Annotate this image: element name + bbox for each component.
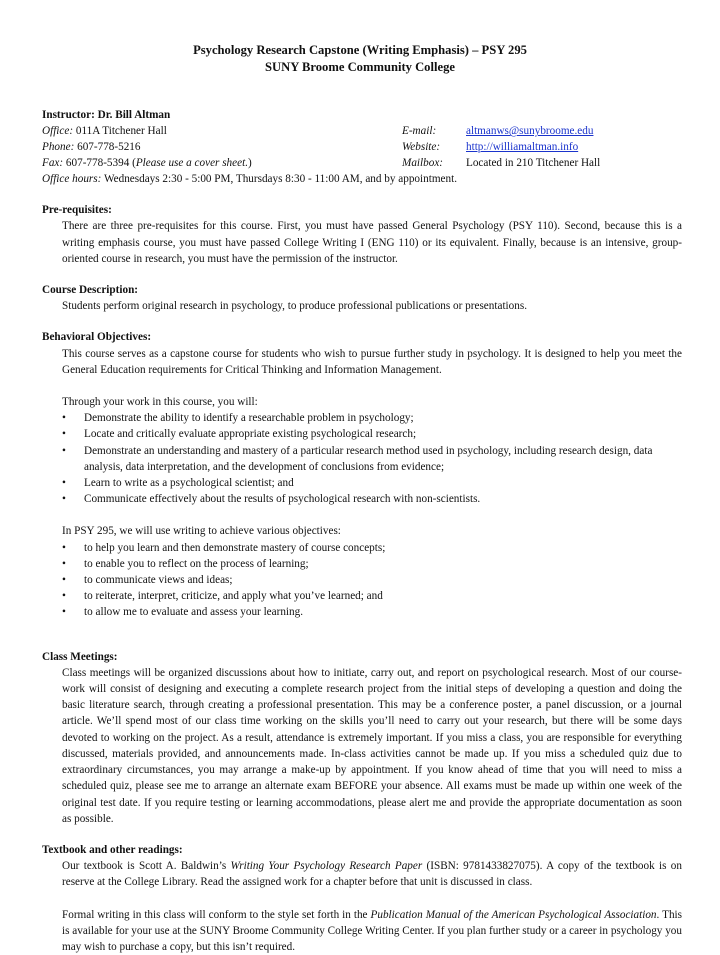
list-item: [62, 540, 682, 556]
list-item: [62, 491, 682, 507]
mailbox-label: Mailbox:: [402, 157, 444, 170]
fax-value: 607-778-5394 (: [65, 157, 136, 170]
textbook-paragraph-2: [62, 907, 682, 955]
bullet: •: [62, 493, 66, 506]
spacer: [42, 507, 682, 523]
list-item: [62, 556, 682, 572]
list-item-text: to communicate views and ideas;: [84, 574, 233, 587]
bullet: •: [62, 590, 66, 603]
list-item-text: to allow me to evaluate and assess your learning.: [84, 606, 304, 619]
prereqs-text: There are three pre-requisites for this course. First, you must have passed General Psychology (PSY 110). Second, because this is a writing emphasis course, you must have passed College Writing I (ENG 110) or its equivalent. Finally, because is an intensive, group-oriented course in research, you must have the permission of the instructor.: [62, 220, 682, 265]
list-item: [62, 572, 682, 588]
textbook-title: Writing Your Psychology Research Paper: [230, 860, 423, 873]
email-link[interactable]: altmanws@sunybroome.edu: [466, 125, 594, 138]
office-row: [42, 123, 682, 139]
list-item-text: Communicate effectively about the results of psychological research with non-scientists.: [84, 493, 481, 506]
textbook-p2-pre: Formal writing in this class will conform to the style set forth in the: [62, 908, 371, 921]
fax-row: [42, 155, 682, 171]
meetings-heading: Class Meetings:: [42, 650, 118, 663]
spacer: [42, 891, 682, 907]
description-text: Students perform original research in psychology, to produce professional publications or presentations.: [62, 300, 527, 313]
fax-note: Please use a cover sheet.: [135, 157, 248, 170]
list-item-text: to enable you to reflect on the process of learning;: [84, 557, 309, 570]
course-title: Psychology Research Capstone (Writing Emphasis) – PSY 295: [193, 43, 527, 57]
instructor-heading: Instructor: Dr. Bill Altman: [42, 109, 171, 121]
list-item-text: to help you learn and then demonstrate mastery of course concepts;: [84, 541, 386, 554]
bullet: •: [62, 412, 66, 425]
textbook-paragraph-1: [62, 858, 682, 890]
phone-row: [42, 139, 682, 155]
list-item-text: Locate and critically evaluate appropriate existing psychological research;: [84, 428, 417, 441]
objectives-lead-1: Through your work in this course, you will:: [62, 396, 258, 409]
bullet: •: [62, 444, 66, 457]
bullet: •: [62, 557, 66, 570]
office-label: Office:: [42, 125, 74, 138]
list-item: [62, 410, 682, 426]
list-item: [62, 588, 682, 604]
bullet: •: [62, 477, 66, 490]
list-item: [62, 426, 682, 442]
hours-value: Wednesdays 2:30 - 5:00 PM, Thursdays 8:30 - 11:00 AM, and by appointment.: [103, 173, 458, 186]
website-link[interactable]: http://williamaltman.info: [466, 141, 579, 154]
syllabus-content: [42, 107, 682, 955]
hours-row: [42, 171, 682, 187]
bullet: •: [62, 428, 66, 441]
website-label: Website:: [402, 141, 441, 154]
objectives-heading: Behavioral Objectives:: [42, 331, 152, 344]
apa-manual-title: Publication Manual of the American Psychological Association: [370, 908, 657, 921]
list-item: [62, 475, 682, 491]
fax-close: ): [248, 157, 252, 170]
list-item-text: Learn to write as a psychological scientist; and: [84, 477, 294, 490]
list-item-text: Demonstrate the ability to identify a researchable problem in psychology;: [84, 412, 414, 425]
college-name: SUNY Broome Community College: [265, 60, 455, 74]
list-item-text: to reiterate, interpret, criticize, and apply what you’ve learned; and: [84, 590, 383, 603]
prereqs-heading: Pre-requisites:: [42, 204, 112, 217]
office-value: 011A Titchener Hall: [75, 125, 167, 138]
hours-label: Office hours:: [42, 173, 102, 186]
textbook-p1-post: (ISBN: 9781433827075). A copy of the textbook is on reserve at the College Library. Read the assigned work for a chapter before that unit is discussed in class.: [62, 860, 682, 889]
objectives-intro: This course serves as a capstone course for students who wish to pursue further study in psychology. It is designed to help you meet the General Education requirements for Critical Thinking and Information Management.: [62, 347, 682, 376]
list-item-text: Demonstrate an understanding and mastery of a particular research method used in psychology, including research design, data analysis, data interpretation, and the development of conclusions from evidence;: [84, 444, 653, 473]
bullet: •: [62, 574, 66, 587]
phone-label: Phone:: [42, 141, 75, 154]
phone-value: 607-778-5216: [77, 141, 141, 154]
list-item: [62, 443, 682, 475]
textbook-p2-post: . This is available for your use at the SUNY Broome Community College Writing Center. If you plan further study or a career in psychology you may wish to purchase a copy, but this isn’t required.: [62, 908, 683, 953]
fax-label: Fax:: [42, 157, 64, 170]
meetings-text: Class meetings will be organized discussions about how to initiate, carry out, and report on psychological research. Most of our course-work will consist of designing and executing a complete research project from the initial steps of developing a question and doing the basic literature search, through creating a professional presentation. This may be a conference poster, a panel discussion, or a journal article. We’ll spend most of our class time working on the skills you’ll need to carry out your research, but there will be some days devoted to working on the project. As a result, attendance is extremely important. If you miss a class, you are responsible for everything discussed, materials provided, and announcements made. In-class activities cannot be made up. If you miss a scheduled quiz due to extraordinary circumstances, you may arrange a make-up by appointment. If you know ahead of time that you will need to miss a scheduled quiz, please see me to arrange an alternate exam BEFORE your absence. All exams must be made up within one week of the original test date. If you require testing or learning accommodations, please alert me and provide the appropriate documentation as soon as possible.: [62, 666, 682, 825]
textbook-p1-pre: Our textbook is Scott A. Baldwin’s: [62, 860, 231, 873]
mailbox-value: Located in 210 Titchener Hall: [466, 157, 601, 170]
objectives-list-2: [62, 540, 682, 621]
objectives-list-1: [62, 410, 682, 507]
objectives-lead-2: In PSY 295, we will use writing to achieve various objectives:: [62, 525, 341, 538]
description-heading: Course Description:: [42, 284, 139, 297]
email-label: E-mail:: [402, 125, 437, 138]
list-item: [62, 604, 682, 620]
bullet: •: [62, 541, 66, 554]
textbook-heading: Textbook and other readings:: [42, 843, 183, 856]
spacer: [42, 378, 682, 394]
bullet: •: [62, 606, 66, 619]
